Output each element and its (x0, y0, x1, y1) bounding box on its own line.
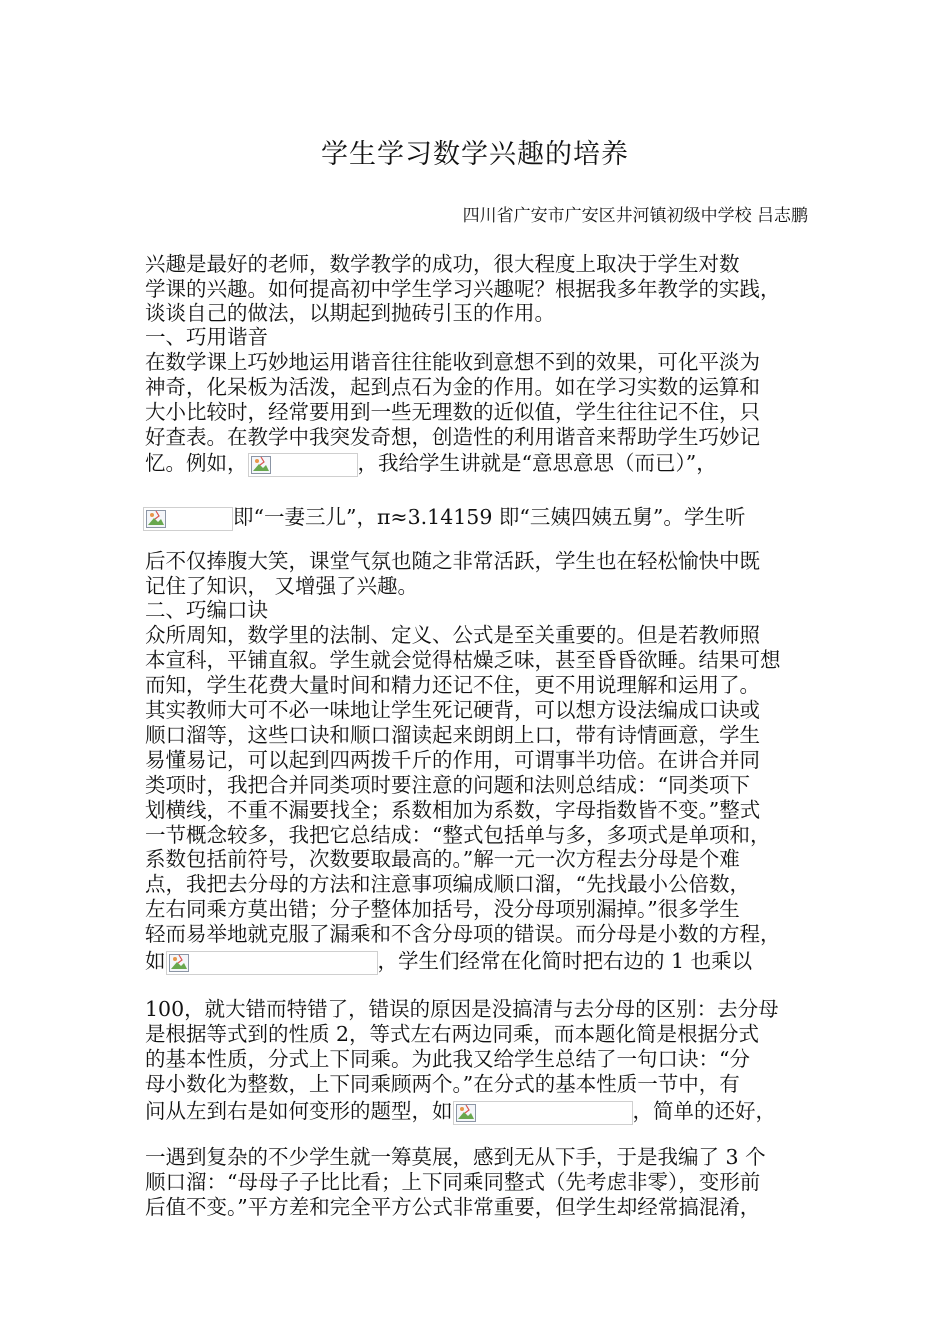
text-line: 顺口溜：“母母子子比比看；上下同乘同整式（先考虑非零），变形前 (145, 1170, 761, 1194)
text-line: 谈谈自己的做法，以期起到抛砖引玉的作用。 (145, 301, 555, 325)
text-line: 记住了知识， 又增强了兴趣。 (145, 574, 419, 598)
text-line: 好查表。在教学中我突发奇想，创造性的利用谐音来帮助学生巧妙记 (145, 425, 760, 449)
text-line: 轻而易举地就克服了漏乘和不含分母项的错误。而分母是小数的方程， (145, 922, 781, 946)
text-line: 兴趣是最好的老师，数学教学的成功，很大程度上取决于学生对数 (145, 252, 740, 276)
author-line: 四川省广安市广安区井河镇初级中学校 吕志鹏 (462, 206, 808, 226)
text-segment: 问从左到右是如何变形的题型，如 (145, 1099, 453, 1123)
text-line: 是根据等式到的性质 2，等式左右两边同乘，而本题化简是根据分式 (145, 1022, 760, 1046)
text-line: 而知，学生花费大量时间和精力还记不住，更不用说理解和运用了。 (145, 673, 760, 697)
text-segment: ，我给学生讲就是“意思意思（而已）”， (357, 451, 717, 475)
text-line: 后值不变。”平方差和完全平方公式非常重要，但学生却经常搞混淆， (145, 1195, 761, 1219)
text-line: 易懂易记，可以起到四两拨千斤的作用，可谓事半功倍。在讲合并同 (145, 748, 760, 772)
text-segment: 如 (145, 949, 166, 973)
text-line: 系数包括前符号，次数要取最高的。”解一元一次方程去分母是个难 (145, 847, 740, 871)
section-heading: 一、巧用谐音 (145, 325, 268, 349)
text-line: 母小数化为整数，上下同乘顾两个。”在分式的基本性质一节中，有 (145, 1072, 740, 1096)
text-line: 左右同乘方莫出错；分子整体加括号，没分母项别漏掉。”很多学生 (145, 897, 740, 921)
text-line: 100，就大错而特错了，错误的原因是没搞清与去分母的区别：去分母 (145, 997, 779, 1021)
text-line: 神奇，化呆板为活泼，起到点石为金的作用。如在学习实数的运算和 (145, 375, 760, 399)
text-line-with-image (145, 504, 745, 531)
broken-image-icon (248, 453, 358, 477)
text-line: 一节概念较多，我把它总结成：“整式包括单与多，多项式是单项和， (145, 823, 771, 847)
text-line: 其实教师大可不必一味地让学生死记硬背，可以想方设法编成口诀或 (145, 698, 760, 722)
text-line: 划横线，不重不漏要找全；系数相加为系数，字母指数皆不变。”整式 (145, 798, 761, 822)
text-segment: 即“一妻三儿”，π≈3.14159 即“三姨四姨五舅”。学生听 (233, 505, 746, 529)
text-segment: ，学生们经常在化简时把右边的 1 也乘以 (377, 949, 753, 973)
text-line: 众所周知，数学里的法制、定义、公式是至关重要的。但是若教师照 (145, 623, 760, 647)
text-line: 本宣科，平铺直叙。学生就会觉得枯燥乏味，甚至昏昏欲睡。结果可想 (145, 648, 781, 672)
text-segment: ，简单的还好， (632, 1099, 776, 1123)
document-title: 学生学习数学兴趣的培养 (321, 139, 629, 170)
text-line: 点，我把去分母的方法和注意事项编成顺口溜，“先找最小公倍数， (145, 872, 750, 896)
section-heading: 二、巧编口诀 (145, 598, 268, 622)
text-line-with-image (145, 1098, 776, 1125)
text-line: 的基本性质，分式上下同乘。为此我又给学生总结了一句口诀：“分 (145, 1047, 750, 1071)
text-line: 一遇到复杂的不少学生就一筹莫展，感到无从下手，于是我编了 3 个 (145, 1145, 766, 1169)
text-line: 在数学课上巧妙地运用谐音往往能收到意想不到的效果，可化平淡为 (145, 350, 760, 374)
text-segment: 忆。例如， (145, 451, 248, 475)
broken-image-icon (143, 507, 233, 531)
text-line-with-image (145, 948, 752, 975)
text-line: 后不仅捧腹大笑，课堂气氛也随之非常活跃，学生也在轻松愉快中既 (145, 549, 760, 573)
broken-image-icon (453, 1101, 633, 1125)
text-line: 顺口溜等，这些口诀和顺口溜读起来朗朗上口，带有诗情画意，学生 (145, 723, 760, 747)
text-line: 类项时，我把合并同类项时要注意的问题和法则总结成：“同类项下 (145, 773, 750, 797)
text-line: 大小比较时，经常要用到一些无理数的近似值，学生往往记不住，只 (145, 400, 760, 424)
text-line-with-image (145, 450, 717, 477)
broken-image-icon (166, 951, 378, 975)
text-line: 学课的兴趣。如何提高初中学生学习兴趣呢？根据我多年教学的实践， (145, 277, 781, 301)
